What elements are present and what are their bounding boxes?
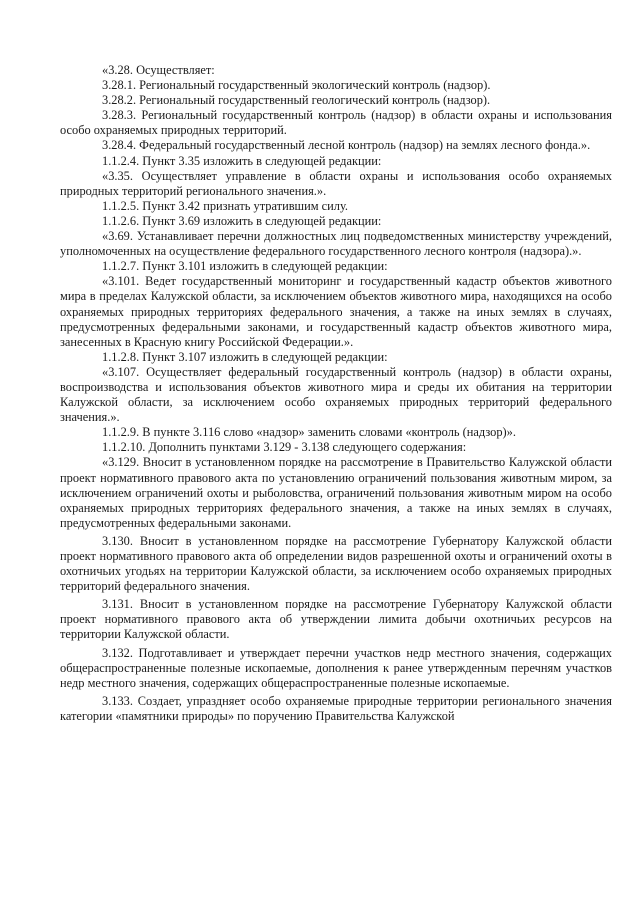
paragraph: 3.28.1. Региональный государственный экологический контроль (надзор).: [102, 78, 491, 93]
paragraph: 3.131. Вносит в установленном порядке на рассмотрение Губернатору Калужской области проект нормативного правового акта об утверждении лимита добычи охотничьих ресурсов на территории Калужской области.: [60, 597, 612, 642]
paragraph: 1.1.2.4. Пункт 3.35 изложить в следующей редакции:: [102, 153, 382, 168]
paragraph: «3.101. Ведет государственный мониторинг и государственный кадастр объектов животного мира в пределах Калужской области, за исключением объектов животного мира, находящихся на особо охраняемых природных территориях федерального значения, а также на иных землях в случаях, предусмотренных федеральными законами, и государственный кадастр объектов животного мира, занесенных в Красную книгу Российской Федерации.».: [60, 274, 612, 349]
document-body: [60, 63, 612, 724]
paragraph: «3.129. Вносит в установленном порядке на рассмотрение в Правительство Калужской области проект нормативного правового акта по установлению ограничений пользования животным миром, за исключением ограничений охоты и рыболовства, ограничений пользования животным миром на особо охраняемых природных территориях федерального значения, а также на иных землях в случаях, предусмотренных федеральными законами.: [60, 455, 612, 530]
paragraph: 3.130. Вносит в установленном порядке на рассмотрение Губернатору Калужской области проект нормативного правового акта об определении видов разрешенной охоты и ограничений охоты в охотничьих угодьях на территории Калужской области, за исключением особо охраняемых природных территорий федерального значения.: [60, 533, 612, 594]
paragraph: «3.69. Устанавливает перечни должностных лиц подведомственных министерству учреждений, уполномоченных на осуществление федерального государственного лесного контроля (надзора).».: [60, 229, 612, 259]
paragraph: «3.107. Осуществляет федеральный государственный контроль (надзор) в области охраны, воспроизводства и использования объектов животного мира и среды их обитания на территории Калужской области, за исключением особо охраняемых природных территорий федерального значения.».: [60, 364, 612, 425]
paragraph: «3.35. Осуществляет управление в области охраны и использования особо охраняемых природных территорий регионального значения.».: [60, 168, 612, 198]
paragraph: 3.28.4. Федеральный государственный лесной контроль (надзор) на землях лесного фонда.».: [102, 138, 591, 153]
paragraph: 1.1.2.10. Дополнить пунктами 3.129 - 3.138 следующего содержания:: [102, 440, 467, 455]
paragraph: 1.1.2.8. Пункт 3.107 изложить в следующей редакции:: [102, 349, 388, 364]
paragraph: 1.1.2.5. Пункт 3.42 признать утратившим силу.: [102, 198, 349, 213]
paragraph: 1.1.2.7. Пункт 3.101 изложить в следующей редакции:: [102, 259, 388, 274]
paragraph: 3.133. Создает, упраздняет особо охраняемые природные территории регионального значения категории «памятники природы» по поручению Правительства Калужской: [60, 693, 612, 723]
paragraph: «3.28. Осуществляет:: [102, 63, 215, 77]
paragraph: 3.132. Подготавливает и утверждает перечни участков недр местного значения, содержащих общераспространенные полезные ископаемые, дополнения к ранее утвержденным перечням участков недр местного значения, содержащих общераспространенные полезные ископаемые.: [60, 645, 612, 690]
paragraph: 3.28.3. Региональный государственный контроль (надзор) в области охраны и использования особо охраняемых природных территорий.: [60, 108, 612, 138]
paragraph: 1.1.2.9. В пункте 3.116 слово «надзор» заменить словами «контроль (надзор)».: [102, 425, 516, 440]
paragraph: 3.28.2. Региональный государственный геологический контроль (надзор).: [102, 93, 491, 108]
paragraph: 1.1.2.6. Пункт 3.69 изложить в следующей редакции:: [102, 213, 382, 228]
